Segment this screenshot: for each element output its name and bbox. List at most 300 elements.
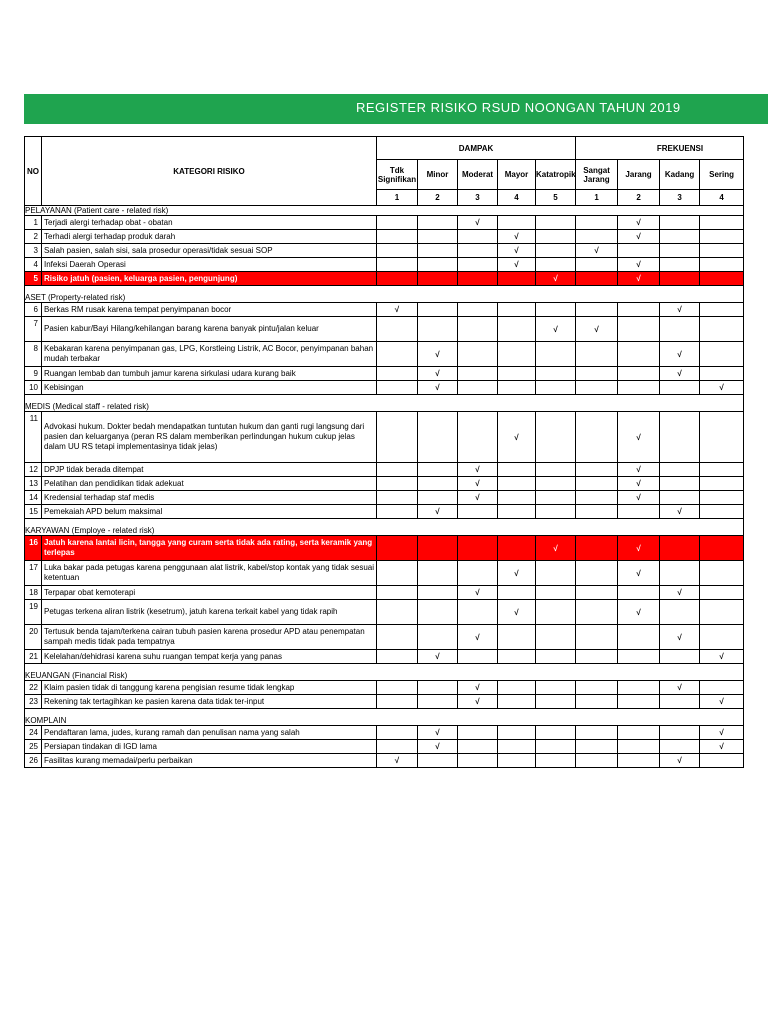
risk-number: 14: [25, 491, 42, 505]
risk-number: 20: [25, 625, 42, 650]
risk-register-table: [24, 136, 744, 768]
dampak-cell: [377, 650, 418, 664]
frekuensi-cell: [700, 625, 744, 650]
dampak-check: √: [458, 681, 498, 695]
frekuensi-number: 1: [576, 190, 618, 206]
dampak-check: √: [418, 505, 458, 519]
frekuensi-check: √: [700, 740, 744, 754]
frekuensi-check: √: [618, 600, 660, 625]
risk-row: [25, 695, 744, 709]
dampak-cell: [418, 600, 458, 625]
dampak-cell: [377, 317, 418, 342]
risk-description: Infeksi Daerah Operasi: [42, 258, 377, 272]
risk-description: Persiapan tindakan di IGD lama: [42, 740, 377, 754]
dampak-check: √: [418, 342, 458, 367]
frekuensi-cell: [660, 536, 700, 561]
dampak-cell: [536, 561, 576, 586]
section-title: KARYAWAN (Employe - related risk): [25, 519, 744, 536]
frekuensi-check: √: [618, 491, 660, 505]
frekuensi-cell: [700, 317, 744, 342]
dampak-cell: [418, 244, 458, 258]
frekuensi-check: √: [660, 367, 700, 381]
dampak-cell: [418, 754, 458, 768]
dampak-number: 2: [418, 190, 458, 206]
dampak-cell: [377, 412, 418, 463]
frekuensi-check: √: [618, 258, 660, 272]
dampak-cell: [377, 505, 418, 519]
frekuensi-number: 2: [618, 190, 660, 206]
dampak-cell: [498, 491, 536, 505]
dampak-cell: [377, 586, 418, 600]
risk-number: 1: [25, 216, 42, 230]
frekuensi-cell: [660, 258, 700, 272]
dampak-cell: [458, 342, 498, 367]
risk-number: 25: [25, 740, 42, 754]
dampak-cell: [498, 754, 536, 768]
dampak-number: 4: [498, 190, 536, 206]
risk-description: Pelatihan dan pendidikan tidak adekuat: [42, 477, 377, 491]
risk-description: Risiko jatuh (pasien, keluarga pasien, pengunjung): [42, 272, 377, 286]
frekuensi-cell: [618, 726, 660, 740]
dampak-cell: [536, 477, 576, 491]
frekuensi-cell: [660, 491, 700, 505]
dampak-cell: [377, 681, 418, 695]
dampak-cell: [536, 695, 576, 709]
dampak-cell: [498, 381, 536, 395]
dampak-cell: [536, 367, 576, 381]
dampak-cell: [498, 726, 536, 740]
dampak-check: √: [498, 244, 536, 258]
frekuensi-cell: [700, 600, 744, 625]
risk-row: [25, 463, 744, 477]
dampak-cell: [536, 586, 576, 600]
risk-description: Berkas RM rusak karena tempat penyimpanan bocor: [42, 303, 377, 317]
frekuensi-cell: [618, 381, 660, 395]
frekuensi-cell: [618, 586, 660, 600]
frekuensi-cell: [660, 230, 700, 244]
risk-description: DPJP tidak berada ditempat: [42, 463, 377, 477]
frekuensi-cell: [576, 463, 618, 477]
dampak-cell: [498, 586, 536, 600]
frekuensi-cell: [576, 303, 618, 317]
dampak-cell: [458, 740, 498, 754]
frekuensi-cell: [618, 740, 660, 754]
frekuensi-cell: [700, 681, 744, 695]
dampak-cell: [377, 491, 418, 505]
dampak-level: Moderat: [458, 160, 498, 190]
dampak-cell: [536, 216, 576, 230]
frekuensi-check: √: [700, 650, 744, 664]
frekuensi-check: √: [618, 561, 660, 586]
frekuensi-cell: [660, 317, 700, 342]
frekuensi-cell: [576, 650, 618, 664]
dampak-cell: [418, 695, 458, 709]
dampak-check: √: [498, 412, 536, 463]
frekuensi-cell: [700, 477, 744, 491]
dampak-check: √: [458, 491, 498, 505]
dampak-cell: [536, 244, 576, 258]
frekuensi-cell: [660, 561, 700, 586]
frekuensi-cell: [700, 536, 744, 561]
frekuensi-cell: [700, 244, 744, 258]
dampak-cell: [418, 536, 458, 561]
section-title: PELAYANAN (Patient care - related risk): [25, 206, 744, 216]
frekuensi-cell: [700, 561, 744, 586]
dampak-cell: [377, 258, 418, 272]
frekuensi-check: √: [660, 625, 700, 650]
dampak-cell: [418, 586, 458, 600]
frekuensi-check: √: [576, 244, 618, 258]
frekuensi-cell: [660, 477, 700, 491]
dampak-cell: [377, 536, 418, 561]
dampak-cell: [377, 244, 418, 258]
frekuensi-cell: [576, 625, 618, 650]
risk-description: Terhadi alergi terhadap produk darah: [42, 230, 377, 244]
dampak-cell: [418, 258, 458, 272]
dampak-cell: [536, 412, 576, 463]
frekuensi-check: √: [660, 342, 700, 367]
frekuensi-cell: [576, 536, 618, 561]
risk-row: [25, 303, 744, 317]
frekuensi-check: √: [618, 412, 660, 463]
risk-description: Petugas terkena aliran listrik (kesetrum), jatuh karena terkait kabel yang tidak rapih: [42, 600, 377, 625]
risk-description: Terjadi alergi terhadap obat - obatan: [42, 216, 377, 230]
dampak-check: √: [498, 561, 536, 586]
risk-description: Salah pasien, salah sisi, sala prosedur operasi/tidak sesuai SOP: [42, 244, 377, 258]
frekuensi-check: √: [660, 586, 700, 600]
header-kategori: KATEGORI RISIKO: [42, 137, 377, 206]
frekuensi-cell: [660, 740, 700, 754]
dampak-cell: [536, 600, 576, 625]
dampak-cell: [377, 477, 418, 491]
frekuensi-check: √: [700, 726, 744, 740]
dampak-cell: [498, 650, 536, 664]
dampak-cell: [498, 740, 536, 754]
frekuensi-cell: [700, 367, 744, 381]
frekuensi-cell: [700, 272, 744, 286]
risk-row: [25, 477, 744, 491]
frekuensi-cell: [618, 625, 660, 650]
frekuensi-cell: [576, 695, 618, 709]
dampak-cell: [377, 740, 418, 754]
risk-number: 8: [25, 342, 42, 367]
dampak-cell: [377, 230, 418, 244]
dampak-check: √: [458, 695, 498, 709]
frekuensi-check: √: [660, 303, 700, 317]
dampak-check: √: [418, 650, 458, 664]
frekuensi-level: Jarang: [618, 160, 660, 190]
dampak-number: 3: [458, 190, 498, 206]
frekuensi-cell: [700, 463, 744, 477]
dampak-cell: [377, 216, 418, 230]
page-title: REGISTER RISIKO RSUD NOONGAN TAHUN 2019: [356, 100, 681, 115]
frekuensi-cell: [618, 754, 660, 768]
dampak-cell: [536, 625, 576, 650]
frekuensi-cell: [700, 258, 744, 272]
dampak-cell: [458, 600, 498, 625]
dampak-cell: [458, 230, 498, 244]
dampak-cell: [458, 367, 498, 381]
frekuensi-cell: [618, 367, 660, 381]
frekuensi-cell: [576, 258, 618, 272]
frekuensi-check: √: [618, 216, 660, 230]
dampak-cell: [536, 681, 576, 695]
risk-row: [25, 586, 744, 600]
frekuensi-cell: [660, 726, 700, 740]
dampak-check: √: [418, 740, 458, 754]
dampak-cell: [498, 536, 536, 561]
risk-description: Terpapar obat kemoterapi: [42, 586, 377, 600]
dampak-cell: [377, 367, 418, 381]
dampak-cell: [418, 491, 458, 505]
dampak-check: √: [458, 625, 498, 650]
dampak-cell: [498, 695, 536, 709]
dampak-cell: [498, 477, 536, 491]
dampak-check: √: [418, 367, 458, 381]
frekuensi-cell: [660, 244, 700, 258]
risk-number: 3: [25, 244, 42, 258]
dampak-cell: [418, 216, 458, 230]
dampak-cell: [536, 230, 576, 244]
dampak-cell: [536, 381, 576, 395]
frekuensi-cell: [618, 650, 660, 664]
dampak-cell: [536, 258, 576, 272]
frekuensi-cell: [700, 754, 744, 768]
dampak-cell: [418, 272, 458, 286]
dampak-cell: [536, 650, 576, 664]
frekuensi-cell: [700, 342, 744, 367]
risk-description: Advokasi hukum. Dokter bedah mendapatkan tuntutan hukum dan ganti rugi langsung dari pasien dan keluarganya (peran RS dalam memberikan perlindungan hukum cukup jelas dalam UU RS tetapi implementasinya tidak jelas): [42, 412, 377, 463]
frekuensi-cell: [618, 505, 660, 519]
risk-description: Luka bakar pada petugas karena penggunaan alat listrik, kabel/stop kontak yang tidak sesuai ketentuan: [42, 561, 377, 586]
dampak-check: √: [377, 754, 418, 768]
dampak-cell: [498, 342, 536, 367]
section-title: KOMPLAIN: [25, 709, 744, 726]
risk-row: [25, 681, 744, 695]
frekuensi-check: √: [660, 754, 700, 768]
risk-number: 19: [25, 600, 42, 625]
risk-number: 5: [25, 272, 42, 286]
frekuensi-check: √: [618, 463, 660, 477]
dampak-cell: [458, 412, 498, 463]
dampak-cell: [536, 491, 576, 505]
frekuensi-cell: [576, 230, 618, 244]
risk-description: Rekening tak tertagihkan ke pasien karena data tidak ter-input: [42, 695, 377, 709]
risk-description: Tertusuk benda tajam/terkena cairan tubuh pasien karena prosedur APD atau penempatan sampah medis tidak pada tempatnya: [42, 625, 377, 650]
section-header: [25, 664, 744, 681]
risk-description: Pemekaiah APD belum maksimal: [42, 505, 377, 519]
dampak-cell: [418, 625, 458, 650]
dampak-cell: [536, 505, 576, 519]
section-header: [25, 395, 744, 412]
dampak-cell: [498, 272, 536, 286]
frekuensi-check: √: [700, 695, 744, 709]
frekuensi-cell: [576, 272, 618, 286]
dampak-cell: [458, 650, 498, 664]
dampak-cell: [498, 303, 536, 317]
frekuensi-cell: [660, 695, 700, 709]
frekuensi-cell: [700, 586, 744, 600]
section-title: MEDIS (Medical staff - related risk): [25, 395, 744, 412]
frekuensi-cell: [576, 586, 618, 600]
dampak-cell: [498, 317, 536, 342]
risk-number: 15: [25, 505, 42, 519]
dampak-check: √: [418, 381, 458, 395]
dampak-level: Minor: [418, 160, 458, 190]
header-frekuensi: FREKUENSI: [576, 137, 744, 160]
risk-description: Fasilitas kurang memadai/perlu perbaikan: [42, 754, 377, 768]
dampak-cell: [498, 216, 536, 230]
section-header: [25, 286, 744, 303]
risk-row: [25, 536, 744, 561]
dampak-cell: [458, 258, 498, 272]
frekuensi-level: Sering: [700, 160, 744, 190]
dampak-number: 1: [377, 190, 418, 206]
risk-number: 13: [25, 477, 42, 491]
dampak-cell: [536, 726, 576, 740]
frekuensi-cell: [576, 600, 618, 625]
dampak-cell: [377, 342, 418, 367]
frekuensi-cell: [700, 216, 744, 230]
risk-row: [25, 258, 744, 272]
dampak-cell: [536, 303, 576, 317]
header-no: NO: [25, 137, 42, 206]
dampak-cell: [418, 561, 458, 586]
dampak-check: √: [458, 477, 498, 491]
risk-row: [25, 740, 744, 754]
frekuensi-check: √: [576, 317, 618, 342]
frekuensi-cell: [576, 681, 618, 695]
frekuensi-check: √: [618, 272, 660, 286]
risk-number: 12: [25, 463, 42, 477]
dampak-check: √: [498, 230, 536, 244]
dampak-level: Tdk Signifikan: [377, 160, 418, 190]
dampak-cell: [536, 754, 576, 768]
dampak-cell: [536, 342, 576, 367]
frekuensi-cell: [576, 216, 618, 230]
frekuensi-cell: [618, 317, 660, 342]
risk-number: 4: [25, 258, 42, 272]
frekuensi-cell: [618, 244, 660, 258]
dampak-cell: [418, 412, 458, 463]
dampak-cell: [377, 272, 418, 286]
dampak-cell: [418, 317, 458, 342]
dampak-cell: [498, 681, 536, 695]
dampak-number: 5: [536, 190, 576, 206]
dampak-cell: [458, 726, 498, 740]
frekuensi-cell: [576, 367, 618, 381]
dampak-check: √: [536, 536, 576, 561]
dampak-cell: [536, 463, 576, 477]
risk-number: 26: [25, 754, 42, 768]
dampak-check: √: [536, 272, 576, 286]
frekuensi-cell: [618, 303, 660, 317]
risk-number: 16: [25, 536, 42, 561]
risk-description: Jatuh karena lantai licin, tangga yang curam serta tidak ada rating, serta keramik yang terlepas: [42, 536, 377, 561]
risk-description: Ruangan lembab dan tumbuh jamur karena sirkulasi udara kurang baik: [42, 367, 377, 381]
dampak-cell: [377, 625, 418, 650]
section-header: [25, 709, 744, 726]
risk-row: [25, 754, 744, 768]
risk-number: 23: [25, 695, 42, 709]
dampak-cell: [498, 463, 536, 477]
frekuensi-check: √: [700, 381, 744, 395]
frekuensi-cell: [660, 600, 700, 625]
dampak-cell: [418, 477, 458, 491]
dampak-cell: [536, 740, 576, 754]
risk-number: 21: [25, 650, 42, 664]
risk-row: [25, 625, 744, 650]
risk-row: [25, 561, 744, 586]
dampak-cell: [458, 505, 498, 519]
risk-number: 9: [25, 367, 42, 381]
frekuensi-level: Kadang: [660, 160, 700, 190]
frekuensi-check: √: [618, 477, 660, 491]
dampak-check: √: [377, 303, 418, 317]
frekuensi-cell: [700, 505, 744, 519]
dampak-check: √: [458, 216, 498, 230]
dampak-cell: [377, 726, 418, 740]
dampak-cell: [418, 463, 458, 477]
dampak-cell: [377, 561, 418, 586]
frekuensi-cell: [576, 412, 618, 463]
frekuensi-cell: [618, 681, 660, 695]
dampak-check: √: [418, 726, 458, 740]
section-header: [25, 519, 744, 536]
risk-row: [25, 491, 744, 505]
dampak-cell: [458, 536, 498, 561]
dampak-check: √: [458, 463, 498, 477]
section-header: [25, 206, 744, 216]
frekuensi-cell: [660, 272, 700, 286]
dampak-cell: [377, 695, 418, 709]
risk-description: Klaim pasien tidak di tanggung karena pengisian resume tidak lengkap: [42, 681, 377, 695]
frekuensi-cell: [660, 381, 700, 395]
frekuensi-check: √: [660, 681, 700, 695]
dampak-check: √: [536, 317, 576, 342]
frekuensi-cell: [576, 342, 618, 367]
frekuensi-cell: [700, 303, 744, 317]
dampak-cell: [377, 381, 418, 395]
risk-description: Pasien kabur/Bayi Hilang/kehilangan barang karena banyak pintu/jalan keluar: [42, 317, 377, 342]
section-title: KEUANGAN (Financial Risk): [25, 664, 744, 681]
frekuensi-cell: [576, 726, 618, 740]
dampak-cell: [418, 681, 458, 695]
risk-number: 10: [25, 381, 42, 395]
risk-number: 7: [25, 317, 42, 342]
dampak-level: Katatropik: [536, 160, 576, 190]
risk-number: 6: [25, 303, 42, 317]
risk-number: 18: [25, 586, 42, 600]
risk-number: 17: [25, 561, 42, 586]
dampak-cell: [458, 317, 498, 342]
frekuensi-number: 4: [700, 190, 744, 206]
dampak-cell: [458, 561, 498, 586]
risk-row: [25, 600, 744, 625]
frekuensi-cell: [576, 477, 618, 491]
risk-number: 11: [25, 412, 42, 463]
frekuensi-cell: [660, 463, 700, 477]
risk-row: [25, 412, 744, 463]
risk-number: 2: [25, 230, 42, 244]
dampak-cell: [458, 381, 498, 395]
dampak-cell: [458, 754, 498, 768]
frekuensi-cell: [576, 561, 618, 586]
frekuensi-check: √: [618, 230, 660, 244]
title-banner: [24, 94, 768, 124]
frekuensi-cell: [660, 216, 700, 230]
risk-row: [25, 216, 744, 230]
